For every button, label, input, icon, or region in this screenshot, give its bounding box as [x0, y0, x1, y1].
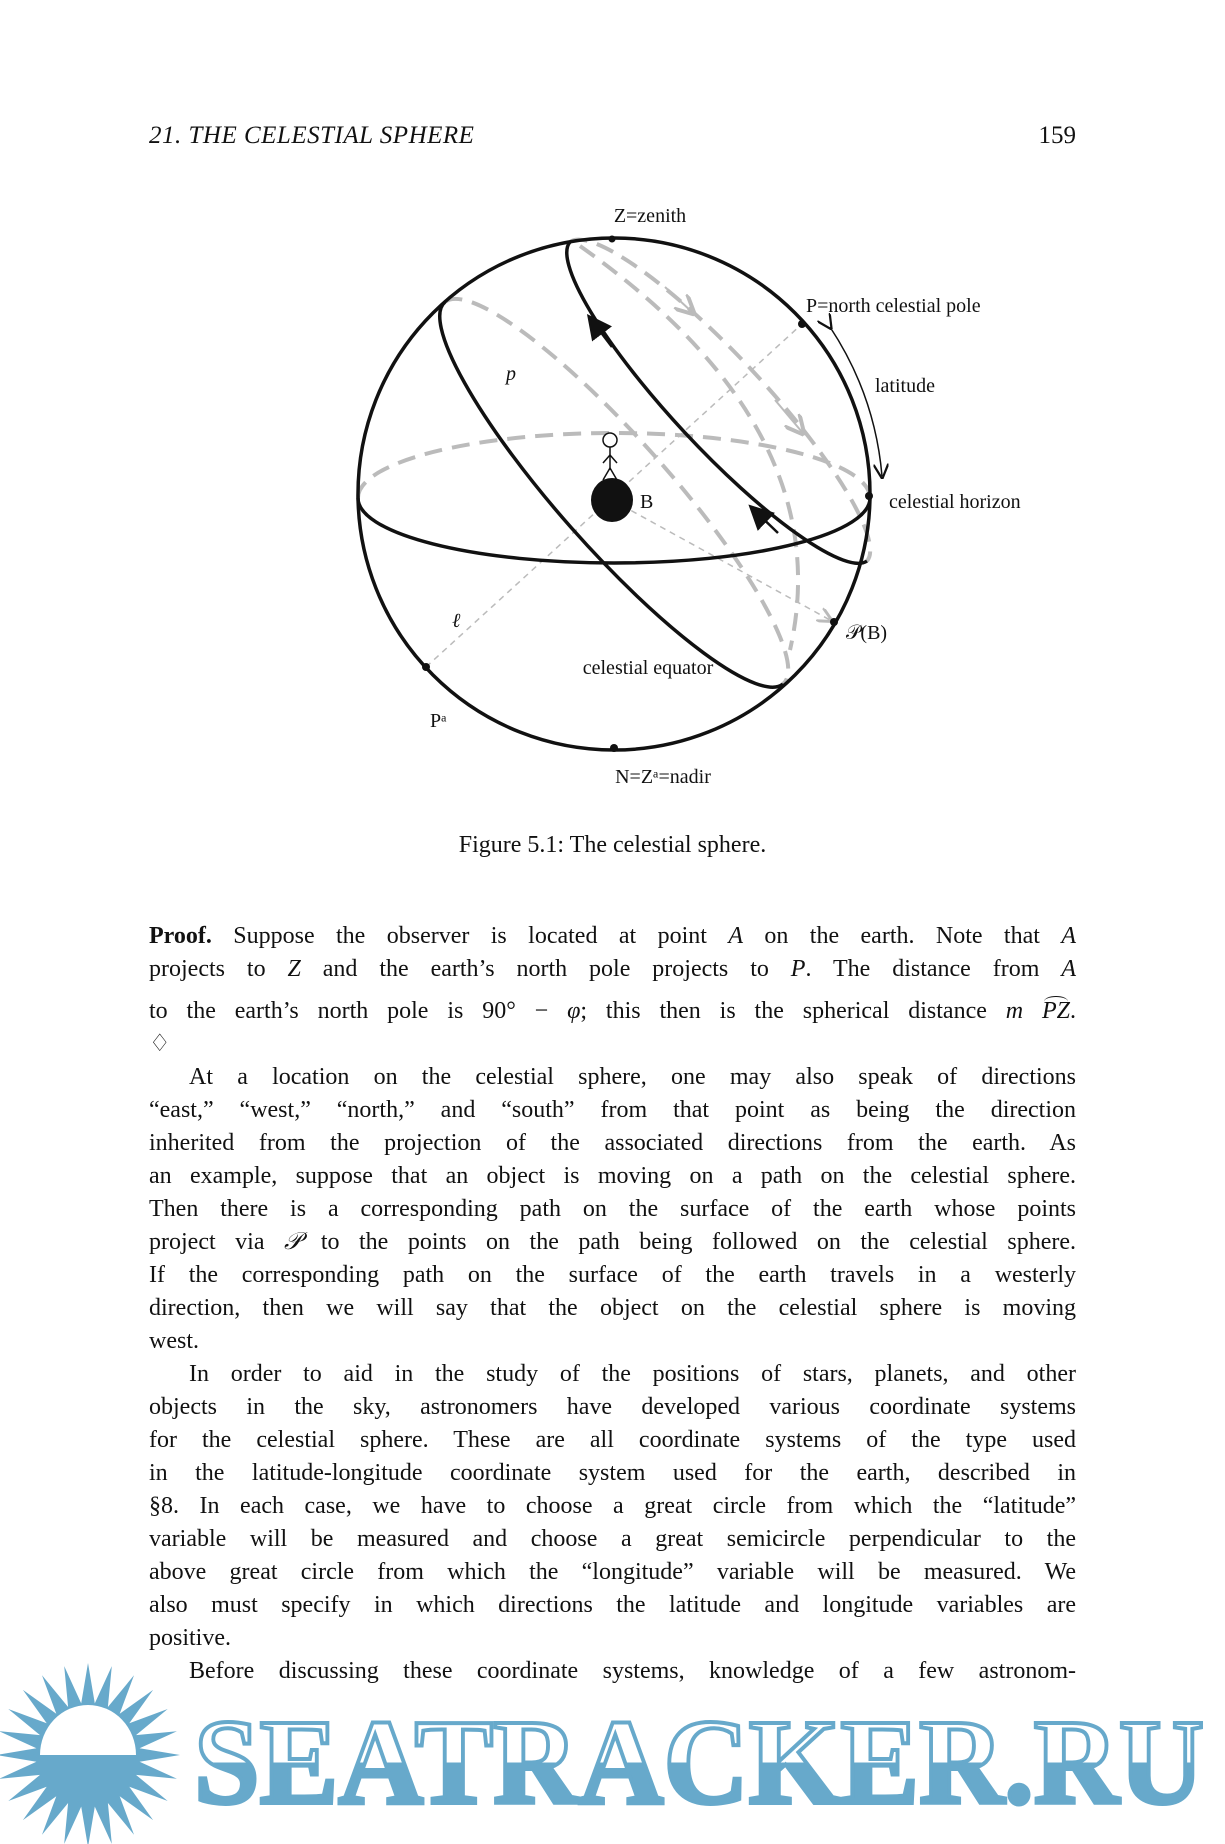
text-segment: also must specify in which directions the latitude and longitude variables are — [149, 1592, 1076, 1618]
text-line — [149, 1292, 1076, 1325]
text-line — [149, 1226, 1076, 1259]
text-line — [149, 1424, 1076, 1457]
zenith-point — [609, 236, 616, 243]
sun-logo-icon — [0, 1663, 180, 1844]
text-line — [149, 1556, 1076, 1589]
figure-caption: Figure 5.1: The celestial sphere. — [458, 832, 767, 858]
text-segment: to the earth’s north pole is 90° − — [149, 998, 568, 1024]
text-line — [149, 1358, 1076, 1391]
text-line — [149, 1061, 1076, 1094]
north-pole-point — [798, 320, 806, 328]
text-line — [149, 1028, 1076, 1061]
text-segment: objects in the sky, astronomers have developed various coordinate systems — [149, 1394, 1076, 1420]
text-segment: to the points on the path being followed on the celestial sphere. — [301, 1229, 1076, 1255]
text-segment: positive. — [149, 1625, 231, 1651]
text-segment: . The distance from — [805, 956, 1062, 982]
text-line — [149, 953, 1076, 986]
text-line — [149, 1457, 1076, 1490]
text-segment: an example, suppose that an object is moving on a path on the celestial sphere. — [149, 1163, 1076, 1189]
text-segment: P — [790, 956, 806, 982]
text-segment: A — [728, 923, 743, 949]
text-line — [149, 1589, 1076, 1622]
latitude-arrow — [830, 327, 882, 476]
antipode-label: Pᵃ — [430, 710, 447, 732]
text-segment: above great circle from which the “longitude” variable will be measured. We — [149, 1559, 1076, 1585]
ell-label: ℓ — [452, 610, 461, 632]
zenith-label: Z=zenith — [613, 205, 687, 227]
text-segment: for the celestial sphere. These are all coordinate systems of the type used — [149, 1427, 1076, 1453]
text-line — [149, 1523, 1076, 1556]
text-segment: Then there is a corresponding path on the surface of the earth whose points — [149, 1196, 1076, 1222]
text-segment: 𝒫 — [283, 1229, 302, 1255]
horizon-label: celestial horizon — [889, 491, 1021, 513]
text-segment: on the earth. Note that — [743, 923, 1062, 949]
meridian-dashed — [580, 246, 798, 650]
text-segment: in the latitude-longitude coordinate system used for the earth, described in — [149, 1460, 1076, 1486]
text-line — [149, 1193, 1076, 1226]
text-segment: . — [1070, 998, 1077, 1024]
north-pole-label: P=north celestial pole — [806, 295, 981, 317]
body-text — [149, 920, 1076, 1688]
B-label: B — [640, 491, 654, 513]
nadir-point — [610, 744, 618, 752]
projection-point — [830, 618, 838, 626]
text-segment: project via — [149, 1229, 284, 1255]
text-segment: Before discussing these coordinate systems, knowledge of a few astronom- — [189, 1658, 1076, 1684]
text-segment: projects to — [149, 956, 288, 982]
page-number: 159 — [1038, 122, 1076, 149]
text-segment: west. — [149, 1328, 199, 1354]
text-segment: inherited from the projection of the associated directions from the earth. As — [149, 1130, 1076, 1156]
text-line — [149, 920, 1076, 953]
text-segment: direction, then we will say that the object on the celestial sphere is moving — [149, 1295, 1076, 1321]
black-arrow-1 — [590, 318, 612, 347]
text-segment: A — [1061, 923, 1076, 949]
text-segment: If the corresponding path on the surface of the earth travels in a westerly — [149, 1262, 1076, 1288]
p-label: p — [506, 363, 516, 385]
text-line — [149, 1094, 1076, 1127]
text-segment: At a location on the celestial sphere, one may also speak of directions — [189, 1064, 1076, 1090]
text-segment: φ — [567, 998, 581, 1024]
antipode-point — [422, 663, 430, 671]
text-segment: ; this then is the spherical distance — [580, 998, 1006, 1024]
text-segment — [1023, 998, 1042, 1024]
nadir-label: N=Zᵃ=nadir — [615, 766, 711, 788]
text-line — [149, 1325, 1076, 1358]
watermark — [0, 1660, 1225, 1844]
earth-B — [591, 478, 633, 522]
equator-label: celestial equator — [582, 657, 714, 679]
text-line — [149, 1259, 1076, 1292]
text-segment: PZ — [1042, 998, 1071, 1024]
text-segment: In order to aid in the study of the positions of stars, planets, and other — [189, 1361, 1076, 1387]
text-line — [149, 1127, 1076, 1160]
text-line — [149, 1391, 1076, 1424]
running-header-title: 21. THE CELESTIAL SPHERE — [149, 122, 475, 149]
text-segment: “east,” “west,” “north,” and “south” from that point as being the direction — [149, 1097, 1076, 1123]
projection-label: 𝒫(B) — [846, 622, 888, 644]
text-segment: variable will be measured and choose a great semicircle perpendicular to the — [149, 1526, 1076, 1552]
text-segment: Suppose the observer is located at point — [211, 923, 729, 949]
text-line — [149, 1490, 1076, 1523]
gray-arrow-2 — [775, 400, 802, 432]
gray-arrow-1 — [665, 287, 692, 312]
text-line — [149, 995, 1076, 1028]
text-line — [149, 1622, 1076, 1655]
horizon-point — [865, 492, 873, 500]
text-segment: ♢ — [149, 1031, 171, 1057]
latitude-label: latitude — [875, 375, 935, 397]
proof-label: Proof. — [149, 923, 212, 949]
celestial-sphere-figure — [0, 0, 1225, 900]
black-arrow-2 — [752, 508, 778, 533]
text-segment: §8. In each case, we have to choose a great circle from which the “latitude” — [149, 1493, 1076, 1519]
text-segment: A — [1061, 956, 1076, 982]
text-line — [149, 1160, 1076, 1193]
observer-icon — [603, 433, 617, 480]
watermark-text: SEATRACKER.RU — [194, 1695, 1204, 1830]
text-segment: Z — [287, 956, 301, 982]
text-segment: and the earth’s north pole projects to — [300, 956, 791, 982]
text-segment: m — [1005, 998, 1024, 1024]
